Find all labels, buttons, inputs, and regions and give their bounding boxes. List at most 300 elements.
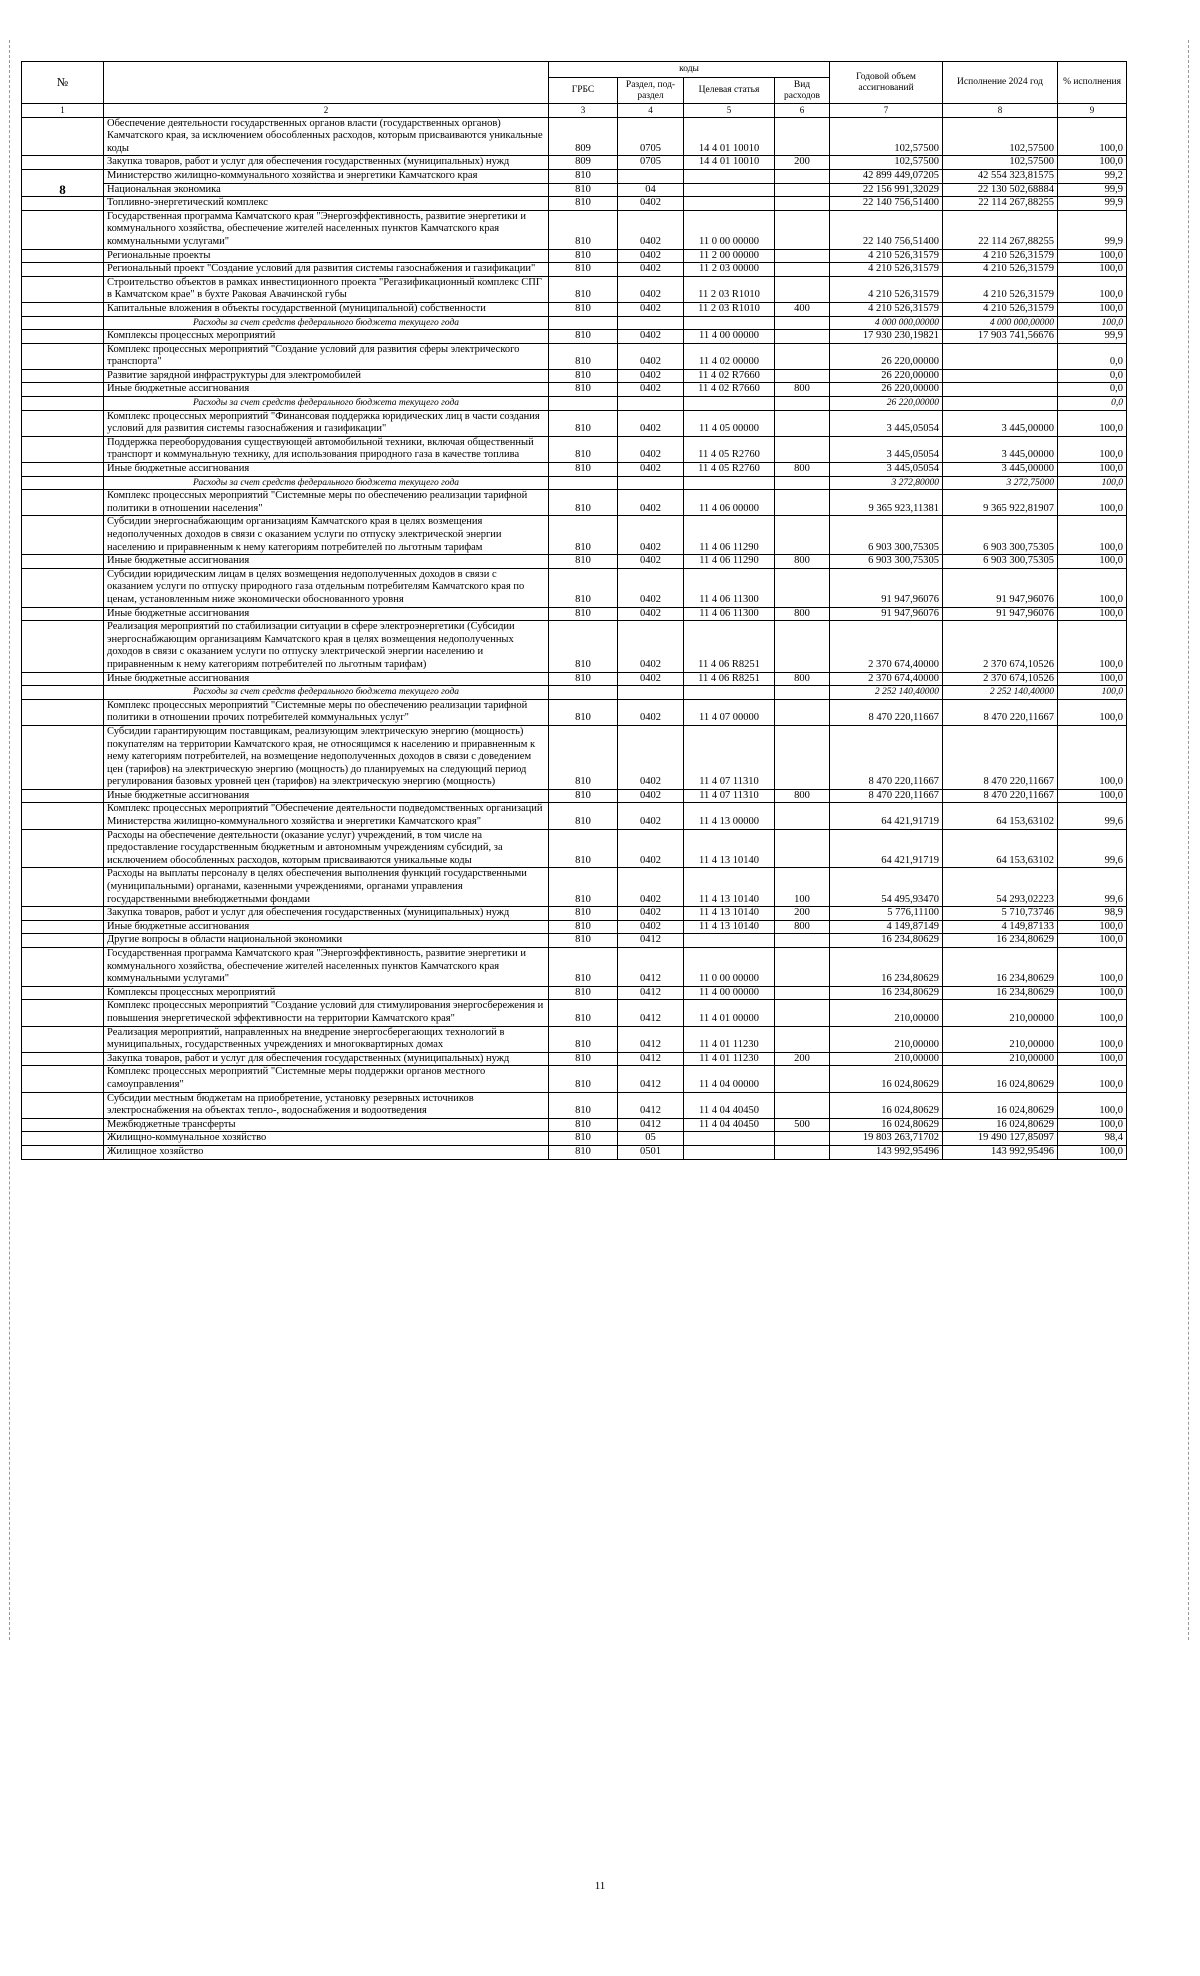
row-target: 11 4 00 00000 xyxy=(684,330,775,344)
row-num-cell xyxy=(22,490,104,516)
row-section: 0402 xyxy=(618,343,684,369)
row-exptype: 800 xyxy=(775,920,830,934)
row-exptype xyxy=(775,1000,830,1026)
row-annual: 2 252 140,40000 xyxy=(830,686,943,700)
row-exptype xyxy=(775,686,830,700)
table-row xyxy=(22,436,1127,462)
row-name: Иные бюджетные ассигнования xyxy=(104,383,549,397)
row-exec: 4 210 526,31579 xyxy=(943,302,1058,316)
row-annual: 91 947,96076 xyxy=(830,607,943,621)
row-section: 0412 xyxy=(618,986,684,1000)
row-annual: 2 370 674,40000 xyxy=(830,672,943,686)
table-row xyxy=(22,1026,1127,1052)
row-annual: 54 495,93470 xyxy=(830,868,943,907)
row-grbs: 810 xyxy=(549,907,618,921)
row-annual: 102,57500 xyxy=(830,117,943,156)
row-name: Комплекс процессных мероприятий "Создание условий для развития сферы электрического транспорта" xyxy=(104,343,549,369)
row-exec: 5 710,73746 xyxy=(943,907,1058,921)
row-name: Другие вопросы в области национальной экономики xyxy=(104,934,549,948)
row-pct: 99,9 xyxy=(1058,183,1127,197)
row-name: Жилищно-коммунальное хозяйство xyxy=(104,1132,549,1146)
row-name: Субсидии местным бюджетам на приобретение, установку резервных источников электроснабжения на объектах тепло-, водоснабжения и водоотведения xyxy=(104,1092,549,1118)
col-number: 2 xyxy=(104,104,549,118)
federal-budget-row xyxy=(22,397,1127,411)
row-pct: 100,0 xyxy=(1058,1052,1127,1066)
row-name: Комплекс процессных мероприятий "Системные меры поддержки органов местного самоуправления" xyxy=(104,1066,549,1092)
row-target: 11 4 01 00000 xyxy=(684,1000,775,1026)
row-exec: 2 252 140,40000 xyxy=(943,686,1058,700)
row-num-cell xyxy=(22,197,104,211)
row-name: Комплекс процессных мероприятий "Создание условий для стимулирования энергосбережения и повышения энергетической эффективности на территории Камчатского края" xyxy=(104,1000,549,1026)
row-name: Развитие зарядной инфраструктуры для электромобилей xyxy=(104,369,549,383)
row-name: Министерство жилищно-коммунального хозяйства и энергетики Камчатского края xyxy=(104,169,549,183)
row-num-cell xyxy=(22,803,104,829)
row-name: Реализация мероприятий, направленных на внедрение энергосберегающих технологий в муниципальных, государственных учреждениях и многоквартирных домах xyxy=(104,1026,549,1052)
table-row xyxy=(22,343,1127,369)
row-grbs: 810 xyxy=(549,829,618,868)
row-section: 0402 xyxy=(618,410,684,436)
table-row xyxy=(22,672,1127,686)
row-target: 11 4 06 11300 xyxy=(684,607,775,621)
row-exptype xyxy=(775,1145,830,1159)
row-num-cell xyxy=(22,986,104,1000)
row-section xyxy=(618,686,684,700)
row-target: 11 4 06 R8251 xyxy=(684,672,775,686)
table-row xyxy=(22,568,1127,607)
row-num-cell xyxy=(22,948,104,987)
row-pct: 100,0 xyxy=(1058,725,1127,789)
row-pct: 100,0 xyxy=(1058,1000,1127,1026)
row-annual: 210,00000 xyxy=(830,1052,943,1066)
row-exptype xyxy=(775,369,830,383)
row-num-cell xyxy=(22,868,104,907)
row-exec: 16 024,80629 xyxy=(943,1092,1058,1118)
row-pct: 100,0 xyxy=(1058,117,1127,156)
row-exptype: 800 xyxy=(775,555,830,569)
row-grbs: 810 xyxy=(549,948,618,987)
row-pct: 100,0 xyxy=(1058,568,1127,607)
row-target: 11 4 04 40450 xyxy=(684,1118,775,1132)
row-target: 11 4 01 11230 xyxy=(684,1052,775,1066)
table-row xyxy=(22,463,1127,477)
row-exec: 91 947,96076 xyxy=(943,568,1058,607)
row-name: Расходы за счет средств федерального бюджета текущего года xyxy=(104,316,549,330)
row-target xyxy=(684,686,775,700)
row-annual: 9 365 923,11381 xyxy=(830,490,943,516)
row-section: 0402 xyxy=(618,197,684,211)
row-name: Комплекс процессных мероприятий "Системные меры по обеспечению реализации тарифной политики в отношении населения" xyxy=(104,490,549,516)
table-row xyxy=(22,803,1127,829)
col-number: 9 xyxy=(1058,104,1127,118)
row-num-cell xyxy=(22,343,104,369)
row-grbs: 810 xyxy=(549,410,618,436)
row-target: 11 4 06 11290 xyxy=(684,555,775,569)
row-section xyxy=(618,397,684,411)
row-name: Комплекс процессных мероприятий "Системные меры по обеспечению реализации тарифной политики в отношении прочих потребителей коммунальных услуг" xyxy=(104,699,549,725)
row-exptype xyxy=(775,276,830,302)
scan-edge-left xyxy=(9,40,10,1640)
row-target xyxy=(684,1132,775,1146)
row-num-cell xyxy=(22,516,104,555)
row-exptype: 800 xyxy=(775,789,830,803)
table-row xyxy=(22,986,1127,1000)
row-num-cell xyxy=(22,397,104,411)
row-pct: 99,6 xyxy=(1058,803,1127,829)
table-row xyxy=(22,490,1127,516)
row-annual: 4 210 526,31579 xyxy=(830,302,943,316)
row-pct: 100,0 xyxy=(1058,948,1127,987)
row-section: 0402 xyxy=(618,490,684,516)
row-pct: 100,0 xyxy=(1058,1092,1127,1118)
row-exec: 210,00000 xyxy=(943,1052,1058,1066)
table-row xyxy=(22,607,1127,621)
row-pct: 99,6 xyxy=(1058,868,1127,907)
row-num-cell xyxy=(22,1118,104,1132)
row-exec: 16 234,80629 xyxy=(943,986,1058,1000)
row-exptype xyxy=(775,330,830,344)
row-num-cell xyxy=(22,1000,104,1026)
row-pct: 100,0 xyxy=(1058,276,1127,302)
row-num-cell xyxy=(22,249,104,263)
header-section: Раздел, под-раздел xyxy=(618,78,684,104)
table-row xyxy=(22,1145,1127,1159)
row-pct: 100,0 xyxy=(1058,920,1127,934)
row-annual: 26 220,00000 xyxy=(830,383,943,397)
table-row xyxy=(22,516,1127,555)
table-row xyxy=(22,276,1127,302)
row-section: 0402 xyxy=(618,803,684,829)
row-section: 0402 xyxy=(618,210,684,249)
page-number: 11 xyxy=(594,1880,606,1892)
row-pct: 100,0 xyxy=(1058,249,1127,263)
row-grbs: 810 xyxy=(549,1145,618,1159)
row-section: 0412 xyxy=(618,1066,684,1092)
row-target: 11 2 00 00000 xyxy=(684,249,775,263)
row-grbs: 810 xyxy=(549,516,618,555)
row-exec: 22 114 267,88255 xyxy=(943,210,1058,249)
row-pct: 100,0 xyxy=(1058,699,1127,725)
row-target xyxy=(684,316,775,330)
row-exec: 64 153,63102 xyxy=(943,829,1058,868)
row-exec: 143 992,95496 xyxy=(943,1145,1058,1159)
row-exptype: 800 xyxy=(775,672,830,686)
row-annual: 26 220,00000 xyxy=(830,397,943,411)
table-row xyxy=(22,920,1127,934)
row-pct: 0,0 xyxy=(1058,397,1127,411)
row-section: 0412 xyxy=(618,1092,684,1118)
row-num-cell xyxy=(22,436,104,462)
row-exptype xyxy=(775,621,830,672)
row-pct: 100,0 xyxy=(1058,263,1127,277)
row-num-cell xyxy=(22,410,104,436)
row-name: Расходы за счет средств федерального бюджета текущего года xyxy=(104,686,549,700)
row-grbs: 810 xyxy=(549,986,618,1000)
row-annual: 4 210 526,31579 xyxy=(830,263,943,277)
row-num-cell xyxy=(22,263,104,277)
row-annual: 16 024,80629 xyxy=(830,1066,943,1092)
row-section: 0402 xyxy=(618,463,684,477)
header-annual: Годовой объем ассигнований xyxy=(830,62,943,104)
row-exec: 3 272,75000 xyxy=(943,476,1058,490)
table-row xyxy=(22,829,1127,868)
table-row xyxy=(22,907,1127,921)
row-exec: 16 234,80629 xyxy=(943,934,1058,948)
row-exec: 22 130 502,68884 xyxy=(943,183,1058,197)
row-annual: 4 000 000,00000 xyxy=(830,316,943,330)
row-target: 11 2 03 R1010 xyxy=(684,302,775,316)
row-exptype xyxy=(775,183,830,197)
row-num-cell xyxy=(22,725,104,789)
row-section: 0402 xyxy=(618,330,684,344)
row-exec: 8 470 220,11667 xyxy=(943,699,1058,725)
row-num-cell xyxy=(22,934,104,948)
row-grbs: 810 xyxy=(549,1052,618,1066)
row-num-cell xyxy=(22,672,104,686)
row-annual: 4 149,87149 xyxy=(830,920,943,934)
row-section xyxy=(618,169,684,183)
row-section: 0402 xyxy=(618,789,684,803)
header-name-blank xyxy=(104,62,549,104)
row-name: Межбюджетные трансферты xyxy=(104,1118,549,1132)
row-num-cell xyxy=(22,686,104,700)
row-target: 11 4 13 00000 xyxy=(684,803,775,829)
row-exec: 16 024,80629 xyxy=(943,1118,1058,1132)
row-exec: 4 149,87133 xyxy=(943,920,1058,934)
row-exptype xyxy=(775,117,830,156)
row-name: Расходы на обеспечение деятельности (оказание услуг) учреждений, в том числе на предоставление государственным бюджетным и автономным учреждениям субсидий, за исключением обособленных расходов, которым присваиваются уникальные коды xyxy=(104,829,549,868)
row-grbs: 810 xyxy=(549,555,618,569)
row-annual: 26 220,00000 xyxy=(830,369,943,383)
row-pct: 99,9 xyxy=(1058,330,1127,344)
row-num-cell xyxy=(22,920,104,934)
row-pct: 100,0 xyxy=(1058,463,1127,477)
row-target xyxy=(684,183,775,197)
row-target: 11 0 00 00000 xyxy=(684,210,775,249)
row-name: Топливно-энергетический комплекс xyxy=(104,197,549,211)
row-exptype xyxy=(775,490,830,516)
row-grbs: 810 xyxy=(549,803,618,829)
table-row xyxy=(22,383,1127,397)
row-exptype xyxy=(775,210,830,249)
row-section: 05 xyxy=(618,1132,684,1146)
row-name: Региональный проект "Создание условий для развития системы газоснабжения и газификации" xyxy=(104,263,549,277)
row-annual: 4 210 526,31579 xyxy=(830,276,943,302)
row-grbs: 810 xyxy=(549,672,618,686)
row-pct: 100,0 xyxy=(1058,490,1127,516)
table-row xyxy=(22,117,1127,156)
row-annual: 16 234,80629 xyxy=(830,934,943,948)
table-row xyxy=(22,249,1127,263)
row-exptype xyxy=(775,263,830,277)
row-name: Капитальные вложения в объекты государственной (муниципальной) собственности xyxy=(104,302,549,316)
row-target: 11 4 13 10140 xyxy=(684,920,775,934)
row-num-cell xyxy=(22,156,104,170)
row-pct: 100,0 xyxy=(1058,1026,1127,1052)
row-exec: 42 554 323,81575 xyxy=(943,169,1058,183)
table-row xyxy=(22,156,1127,170)
table-row xyxy=(22,725,1127,789)
row-annual: 19 803 263,71702 xyxy=(830,1132,943,1146)
row-target: 11 0 00 00000 xyxy=(684,948,775,987)
row-grbs: 810 xyxy=(549,934,618,948)
row-target: 11 4 05 R2760 xyxy=(684,463,775,477)
header-codes: коды xyxy=(549,62,830,78)
row-exptype: 500 xyxy=(775,1118,830,1132)
row-section: 0402 xyxy=(618,302,684,316)
row-name: Иные бюджетные ассигнования xyxy=(104,672,549,686)
table-row xyxy=(22,410,1127,436)
row-section: 0412 xyxy=(618,1000,684,1026)
col-number: 8 xyxy=(943,104,1058,118)
row-target xyxy=(684,1145,775,1159)
row-target: 11 4 04 00000 xyxy=(684,1066,775,1092)
row-annual: 2 370 674,40000 xyxy=(830,621,943,672)
row-exptype xyxy=(775,436,830,462)
row-exptype xyxy=(775,197,830,211)
row-name: Комплекс процессных мероприятий "Обеспечение деятельности подведомственных организаций Министерства жилищно-коммунального хозяйства и энергетики Камчатского края" xyxy=(104,803,549,829)
row-section: 0402 xyxy=(618,568,684,607)
table-row xyxy=(22,699,1127,725)
row-annual: 64 421,91719 xyxy=(830,803,943,829)
row-annual: 5 776,11100 xyxy=(830,907,943,921)
row-exec: 102,57500 xyxy=(943,156,1058,170)
row-target: 11 2 03 00000 xyxy=(684,263,775,277)
row-section: 0501 xyxy=(618,1145,684,1159)
row-grbs: 810 xyxy=(549,699,618,725)
row-exptype xyxy=(775,169,830,183)
row-annual: 91 947,96076 xyxy=(830,568,943,607)
row-section: 0402 xyxy=(618,621,684,672)
row-name: Закупка товаров, работ и услуг для обеспечения государственных (муниципальных) нужд xyxy=(104,156,549,170)
row-section: 0402 xyxy=(618,907,684,921)
row-exptype xyxy=(775,803,830,829)
row-num-cell xyxy=(22,789,104,803)
row-name: Поддержка переоборудования существующей автомобильной техники, включая общественный транспорт и коммунальную технику, для использования природного газа в качестве топлива xyxy=(104,436,549,462)
row-annual: 16 024,80629 xyxy=(830,1118,943,1132)
row-exptype xyxy=(775,1026,830,1052)
row-name: Закупка товаров, работ и услуг для обеспечения государственных (муниципальных) нужд xyxy=(104,907,549,921)
row-section: 0412 xyxy=(618,1026,684,1052)
row-exec: 19 490 127,85097 xyxy=(943,1132,1058,1146)
row-exec: 54 293,02223 xyxy=(943,868,1058,907)
row-num-cell xyxy=(22,302,104,316)
row-grbs: 810 xyxy=(549,1066,618,1092)
row-grbs: 810 xyxy=(549,263,618,277)
table-row xyxy=(22,1132,1127,1146)
row-grbs: 810 xyxy=(549,183,618,197)
row-exec: 4 210 526,31579 xyxy=(943,249,1058,263)
row-grbs: 810 xyxy=(549,725,618,789)
row-grbs xyxy=(549,686,618,700)
row-pct: 100,0 xyxy=(1058,789,1127,803)
row-annual: 42 899 449,07205 xyxy=(830,169,943,183)
table-row xyxy=(22,1118,1127,1132)
row-target: 11 4 04 40450 xyxy=(684,1092,775,1118)
row-name: Комплексы процессных мероприятий xyxy=(104,330,549,344)
row-pct: 100,0 xyxy=(1058,621,1127,672)
row-section: 0402 xyxy=(618,436,684,462)
row-annual: 22 140 756,51400 xyxy=(830,210,943,249)
row-annual: 22 156 991,32029 xyxy=(830,183,943,197)
row-grbs: 810 xyxy=(549,1132,618,1146)
row-annual: 64 421,91719 xyxy=(830,829,943,868)
row-target: 14 4 01 10010 xyxy=(684,117,775,156)
row-annual: 3 272,80000 xyxy=(830,476,943,490)
federal-budget-row xyxy=(22,476,1127,490)
row-num-cell xyxy=(22,316,104,330)
row-section xyxy=(618,316,684,330)
row-exptype xyxy=(775,476,830,490)
row-exec xyxy=(943,383,1058,397)
table-row xyxy=(22,183,1127,197)
row-pct: 99,9 xyxy=(1058,197,1127,211)
row-pct: 100,0 xyxy=(1058,410,1127,436)
row-section: 0402 xyxy=(618,249,684,263)
row-grbs: 810 xyxy=(549,276,618,302)
row-section: 0402 xyxy=(618,555,684,569)
row-target: 11 4 06 R8251 xyxy=(684,621,775,672)
table-row xyxy=(22,1066,1127,1092)
row-exec: 3 445,00000 xyxy=(943,463,1058,477)
row-pct: 99,2 xyxy=(1058,169,1127,183)
row-num-cell xyxy=(22,699,104,725)
table-row xyxy=(22,263,1127,277)
row-exec: 3 445,00000 xyxy=(943,410,1058,436)
row-num-cell xyxy=(22,621,104,672)
header-target: Целевая статья xyxy=(684,78,775,104)
row-section: 0402 xyxy=(618,276,684,302)
row-section: 0412 xyxy=(618,934,684,948)
row-target: 11 4 13 10140 xyxy=(684,868,775,907)
row-annual: 210,00000 xyxy=(830,1000,943,1026)
row-exptype xyxy=(775,316,830,330)
row-pct: 100,0 xyxy=(1058,476,1127,490)
row-grbs: 810 xyxy=(549,383,618,397)
col-number: 5 xyxy=(684,104,775,118)
table-row xyxy=(22,1052,1127,1066)
row-name: Расходы на выплаты персоналу в целях обеспечения выполнения функций государственными (муниципальными) органами, казенными учреждениями, органами управления государственными внебюджетными фондами xyxy=(104,868,549,907)
row-section: 0402 xyxy=(618,607,684,621)
header-num: № xyxy=(22,62,104,104)
row-pct: 98,9 xyxy=(1058,907,1127,921)
row-name: Иные бюджетные ассигнования xyxy=(104,920,549,934)
row-pct: 100,0 xyxy=(1058,934,1127,948)
row-name: Субсидии юридическим лицам в целях возмещения недополученных доходов в связи с оказанием услуги по отпуску природного газа отдельным потребителям Камчатского края по ценам, установленным ниже экономически обоснованного уровня xyxy=(104,568,549,607)
row-exec: 6 903 300,75305 xyxy=(943,555,1058,569)
row-grbs: 810 xyxy=(549,249,618,263)
row-pct: 100,0 xyxy=(1058,607,1127,621)
row-pct: 100,0 xyxy=(1058,672,1127,686)
row-name: Субсидии гарантирующим поставщикам, реализующим электрическую энергию (мощность) покупателям на территории Камчатского края, не относящимся к населению и приравненным к нему категориям потребителей, на возмещение недополученных доходов в связи с доведением цен (тарифов) на электрическую энергию (мощность) до планируемых на следующий период регулирования базовых уровней цен (тарифов) на электрическую энергию (мощность) xyxy=(104,725,549,789)
row-name: Комплексы процессных мероприятий xyxy=(104,986,549,1000)
row-exec: 8 470 220,11667 xyxy=(943,725,1058,789)
row-annual: 6 903 300,75305 xyxy=(830,555,943,569)
row-section: 0402 xyxy=(618,920,684,934)
row-section: 0402 xyxy=(618,263,684,277)
row-num-cell xyxy=(22,1066,104,1092)
row-grbs: 810 xyxy=(549,210,618,249)
row-target xyxy=(684,397,775,411)
row-exptype xyxy=(775,699,830,725)
row-num-cell xyxy=(22,369,104,383)
row-exptype xyxy=(775,986,830,1000)
table-row xyxy=(22,789,1127,803)
row-annual: 8 470 220,11667 xyxy=(830,789,943,803)
row-target: 11 4 06 11300 xyxy=(684,568,775,607)
row-grbs: 809 xyxy=(549,117,618,156)
row-target xyxy=(684,197,775,211)
row-target: 11 4 00 00000 xyxy=(684,986,775,1000)
